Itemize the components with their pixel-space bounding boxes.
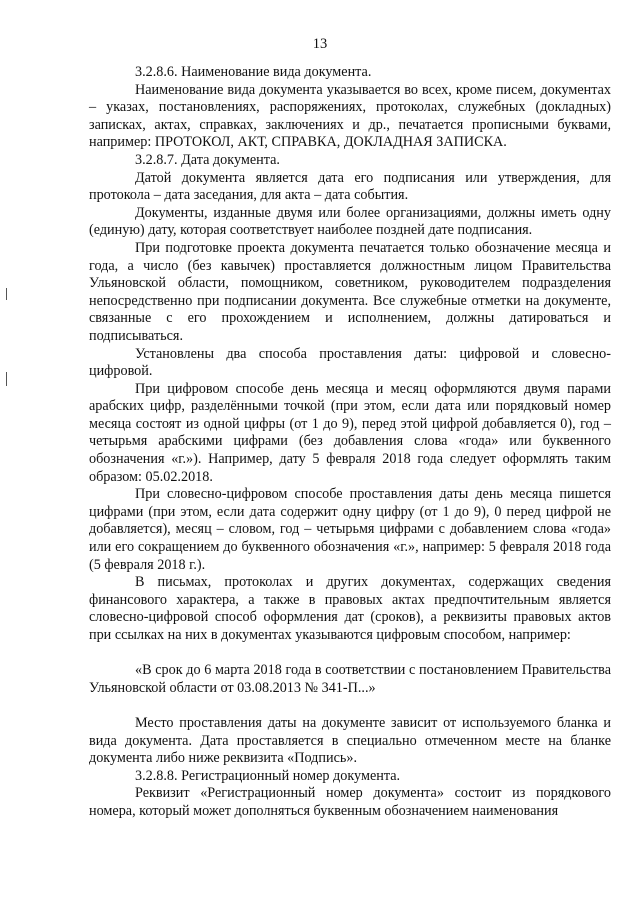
blank-line: [89, 645, 611, 663]
section-heading: 3.2.8.7. Дата документа.: [135, 151, 280, 168]
paragraph: Наименование вида документа указывается во всех, кроме писем, документах – указах, постановлениях, распоряжениях, протоколах, служебных (докладных) записках, актах, справках, заключениях и др., печатается прописными буквами, например: ПРОТОКОЛ, АКТ, СПРАВКА, ДОКЛАДНАЯ ЗАПИСКА.: [89, 81, 611, 151]
paragraph: При подготовке проекта документа печатается только обозначение месяца и года, а число (без кавычек) проставляется должностным лицом Правительства Ульяновской области, помощником, советником, руководителем подразделения непосредственно при подписании документа. Все служебные отметки на документе, связанные с его прохождением и исполнением, должны датироваться и подписываться.: [89, 239, 611, 344]
scan-edge-mark: [6, 372, 7, 386]
page-number: 13: [312, 36, 328, 52]
scan-edge-mark: [6, 288, 7, 300]
paragraph: Место проставления даты на документе зависит от используемого бланка и вида документа. Дата проставляется в специально отмеченном месте на бланке документа либо ниже реквизита «Подпись».: [89, 714, 611, 767]
paragraph: При цифровом способе день месяца и месяц оформляются двумя парами арабских цифр, разделёнными точкой (при этом, если дата или порядковый номер месяца состоят из одной цифры (от 1 до 9), перед этой цифрой добавляется 0), год – четырьмя арабскими цифрами (без добавления слова «года» или буквенного обозначения «г.»). Например, дату 5 февраля 2018 года следует оформлять таким образом: 05.02.2018.: [89, 380, 611, 485]
paragraph: В письмах, протоколах и других документах, содержащих сведения финансового характера, а также в правовых актах предпочтительным является словесно-цифровой способ оформления дат (сроков), а реквизиты правовых актов при ссылках на них в документах указываются цифровым способом, например:: [89, 574, 611, 643]
blank-line: [89, 697, 611, 715]
section-heading: 3.2.8.8. Регистрационный номер документа.: [135, 767, 401, 784]
paragraph: Документы, изданные двумя или более организациями, должны иметь одну (единую) дату, которая соответствует наиболее поздней дате подписания.: [89, 204, 611, 239]
paragraph: При словесно-цифровом способе проставления даты день месяца пишется цифрами (при этом, если дата содержит одну цифру (от 1 до 9), 0 перед цифрой не добавляется), месяц – словом, год – четырьмя цифрами с добавлением слова «года» или его сокращением до буквенного обозначения «г.», например: 5 февраля 2018 года (5 февраля 2018 г.).: [89, 486, 611, 573]
section-heading: 3.2.8.6. Наименование вида документа.: [135, 64, 372, 80]
paragraph: Установлены два способа проставления даты: цифровой и словесно-цифровой.: [89, 345, 611, 380]
paragraph: Реквизит «Регистрационный номер документа» состоит из порядкового номера, который может дополняться буквенным обозначением наименования: [89, 785, 611, 819]
quoted-example: «В срок до 6 марта 2018 года в соответствии с постановлением Правительства Ульяновской области от 03.08.2013 № 341-П...»: [89, 662, 611, 696]
document-body: [89, 64, 611, 821]
paragraph: Датой документа является дата его подписания или утверждения, для протокола – дата заседания, для акта – дата события.: [89, 169, 611, 204]
